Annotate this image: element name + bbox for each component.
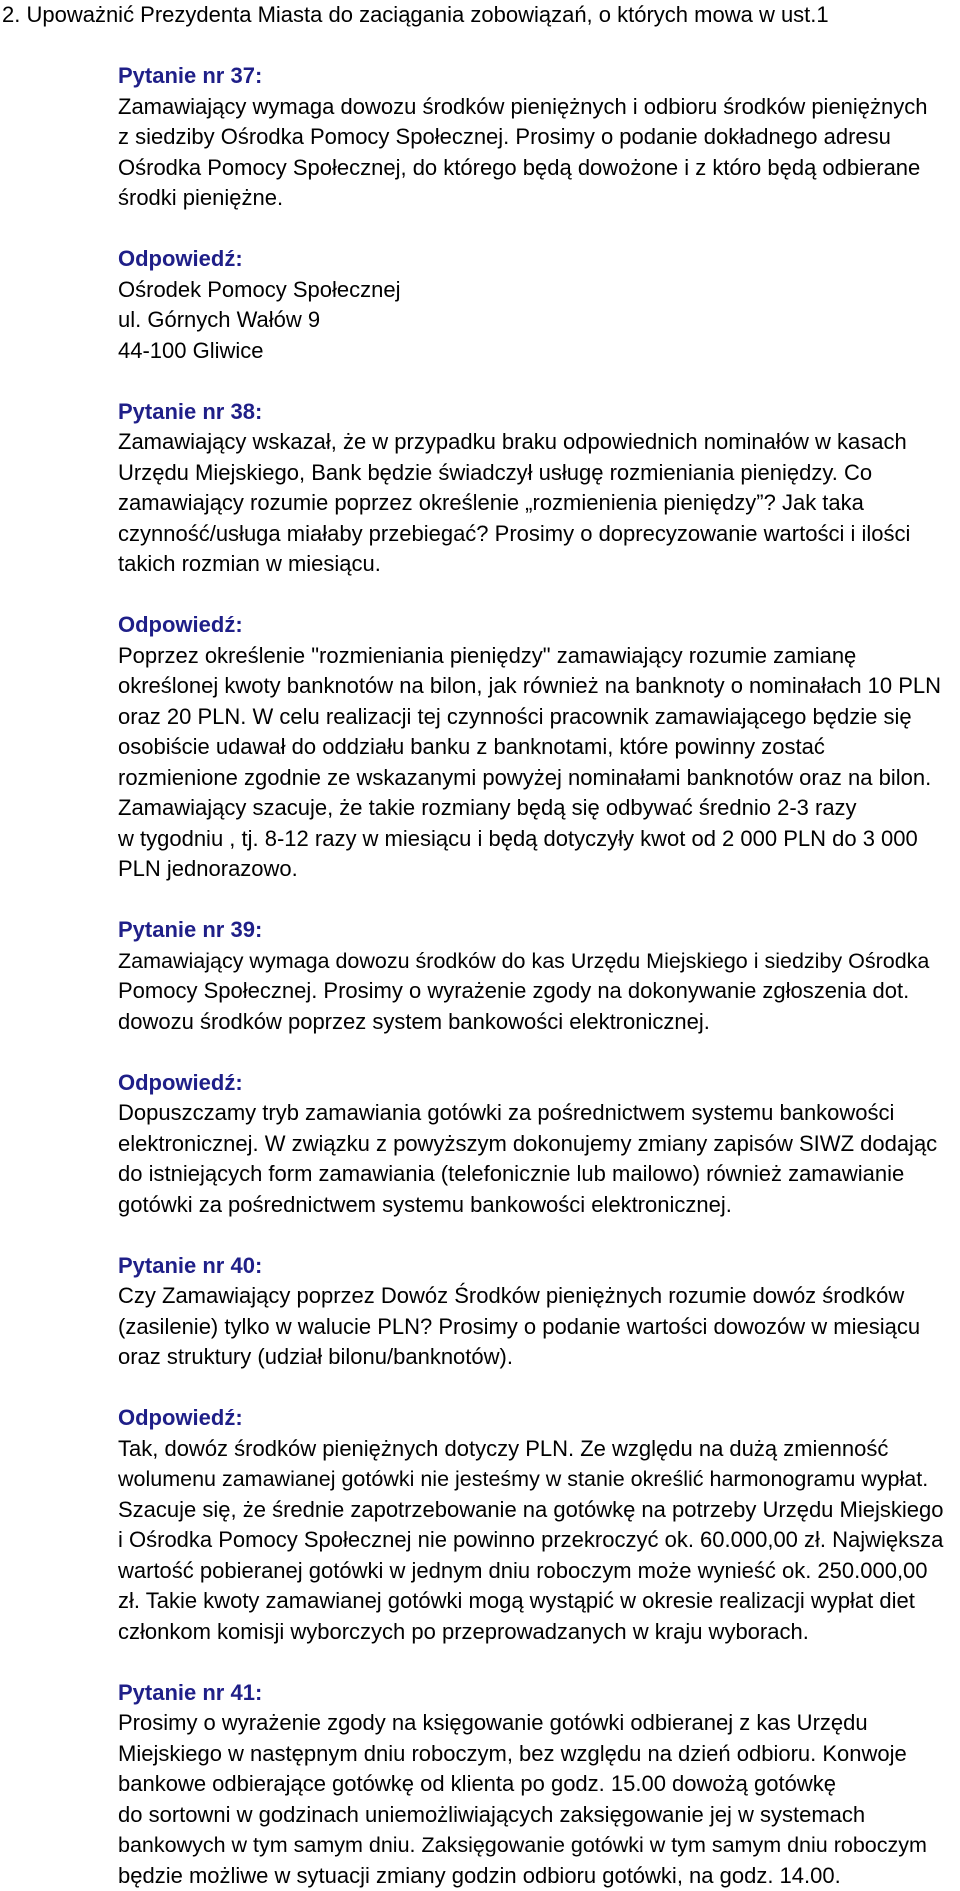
question-text-line: bankowych w tym samym dniu. Zaksięgowanie gotówki w tym samym dniu roboczym [118, 1830, 948, 1861]
answer-text-line: Tak, dowóz środków pieniężnych dotyczy PLN. Ze względu na dużą zmienność [118, 1434, 948, 1465]
question-text-line: Miejskiego w następnym dniu roboczym, bez względu na dzień odbioru. Konwoje [118, 1739, 948, 1770]
answer-text-line: wolumenu zamawianej gotówki nie jesteśmy w stanie określić harmonogramu wypłat. [118, 1464, 948, 1495]
qa-section [118, 61, 948, 397]
answer-text-line: PLN jednorazowo. [118, 854, 948, 885]
question-text-line: dowozu środków poprzez system bankowości elektronicznej. [118, 1007, 948, 1038]
question-title: Pytanie nr 39: [118, 915, 948, 946]
answer-text-line: Zamawiający szacuje, że takie rozmiany będą się odbywać średnio 2-3 razy [118, 793, 948, 824]
answer-text-line: 44-100 Gliwice [118, 336, 948, 367]
question-text-line: Prosimy o wyrażenie zgody na księgowanie gotówki odbieranej z kas Urzędu [118, 1708, 948, 1739]
spacer [118, 885, 948, 916]
question-text-line: środki pieniężne. [118, 183, 948, 214]
question-text-line: takich rozmian w miesiącu. [118, 549, 948, 580]
question-text-line: Zamawiający wymaga dowozu środków pieniężnych i odbioru środków pieniężnych [118, 92, 948, 123]
question-text-line: oraz struktury (udział bilonu/banknotów). [118, 1342, 948, 1373]
answer-text-line: Poprzez określenie "rozmieniania pieniędzy" zamawiający rozumie zamianę [118, 641, 948, 672]
question-text-line: będzie możliwe w sytuacji zmiany godzin odbioru gotówki, na godz. 14.00. [118, 1861, 948, 1891]
question-text-line: z siedziby Ośrodka Pomocy Społecznej. Prosimy o podanie dokładnego adresu [118, 122, 948, 153]
question-text-line: Urzędu Miejskiego, Bank będzie świadczył usługę rozmieniania pieniędzy. Co [118, 458, 948, 489]
intro-line: 2. Upoważnić Prezydenta Miasta do zaciągania zobowiązań, o których mowa w ust.1 [2, 0, 948, 31]
answer-title: Odpowiedź: [118, 1068, 948, 1099]
question-text-line: bankowe odbierające gotówkę od klienta po godz. 15.00 dowożą gotówkę [118, 1769, 948, 1800]
question-text-line: do sortowni w godzinach uniemożliwiających zaksięgowanie jej w systemach [118, 1800, 948, 1831]
answer-text-line: wartość pobieranej gotówki w jednym dniu roboczym może wynieść ok. 250.000,00 [118, 1556, 948, 1587]
spacer [118, 1220, 948, 1251]
qa-section [118, 1251, 948, 1678]
question-text-line: Zamawiający wymaga dowozu środków do kas Urzędu Miejskiego i siedziby Ośrodka [118, 946, 948, 977]
answer-text-line: gotówki za pośrednictwem systemu bankowości elektronicznej. [118, 1190, 948, 1221]
question-text-line: Zamawiający wskazał, że w przypadku braku odpowiednich nominałów w kasach [118, 427, 948, 458]
question-text-line: Ośrodka Pomocy Społecznej, do którego będą dowożone i z któro będą odbierane [118, 153, 948, 184]
spacer [118, 214, 948, 245]
spacer [118, 1037, 948, 1068]
question-text-line: Pomocy Społecznej. Prosimy o wyrażenie zgody na dokonywanie zgłoszenia dot. [118, 976, 948, 1007]
answer-text-line: rozmienione zgodnie ze wskazanymi powyżej nominałami banknotów oraz na bilon. [118, 763, 948, 794]
answer-text-line: określonej kwoty banknotów na bilon, jak również na banknoty o nominałach 10 PLN [118, 671, 948, 702]
answer-text-line: elektronicznej. W związku z powyższym dokonujemy zmiany zapisów SIWZ dodając [118, 1129, 948, 1160]
answer-text-line: ul. Górnych Wałów 9 [118, 305, 948, 336]
question-title: Pytanie nr 40: [118, 1251, 948, 1282]
spacer [118, 1373, 948, 1404]
spacer [118, 580, 948, 611]
question-text-line: zamawiający rozumie poprzez określenie „rozmienienia pieniędzy”? Jak taka [118, 488, 948, 519]
qa-section [118, 1678, 948, 1891]
answer-title: Odpowiedź: [118, 610, 948, 641]
answer-text-line: zł. Takie kwoty zamawianej gotówki mogą wystąpić w okresie realizacji wypłat diet [118, 1586, 948, 1617]
spacer [118, 366, 948, 397]
question-text-line: (zasilenie) tylko w walucie PLN? Prosimy o podanie wartości dowozów w miesiącu [118, 1312, 948, 1343]
answer-text-line: osobiście udawał do oddziału banku z banknotami, które powinny zostać [118, 732, 948, 763]
answer-title: Odpowiedź: [118, 244, 948, 275]
answer-text-line: do istniejących form zamawiania (telefonicznie lub mailowo) również zamawianie [118, 1159, 948, 1190]
qa-sections [140, 61, 948, 1891]
question-title: Pytanie nr 37: [118, 61, 948, 92]
spacer [140, 31, 948, 62]
answer-text-line: Dopuszczamy tryb zamawiania gotówki za pośrednictwem systemu bankowości [118, 1098, 948, 1129]
question-title: Pytanie nr 38: [118, 397, 948, 428]
answer-text-line: oraz 20 PLN. W celu realizacji tej czynności pracownik zamawiającego będzie się [118, 702, 948, 733]
question-text-line: czynność/usługa miałaby przebiegać? Prosimy o doprecyzowanie wartości i ilości [118, 519, 948, 550]
question-text-line: Czy Zamawiający poprzez Dowóz Środków pieniężnych rozumie dowóz środków [118, 1281, 948, 1312]
answer-title: Odpowiedź: [118, 1403, 948, 1434]
answer-text-line: Ośrodek Pomocy Społecznej [118, 275, 948, 306]
spacer [118, 1647, 948, 1678]
answer-text-line: w tygodniu , tj. 8-12 razy w miesiącu i będą dotyczyły kwot od 2 000 PLN do 3 000 [118, 824, 948, 855]
question-title: Pytanie nr 41: [118, 1678, 948, 1709]
answer-text-line: Szacuje się, że średnie zapotrzebowanie na gotówkę na potrzeby Urzędu Miejskiego [118, 1495, 948, 1526]
answer-text-line: członkom komisji wyborczych po przeprowadzanych w kraju wyborach. [118, 1617, 948, 1648]
qa-section [118, 915, 948, 1251]
qa-section [118, 397, 948, 916]
answer-text-line: i Ośrodka Pomocy Społecznej nie powinno przekroczyć ok. 60.000,00 zł. Największa [118, 1525, 948, 1556]
